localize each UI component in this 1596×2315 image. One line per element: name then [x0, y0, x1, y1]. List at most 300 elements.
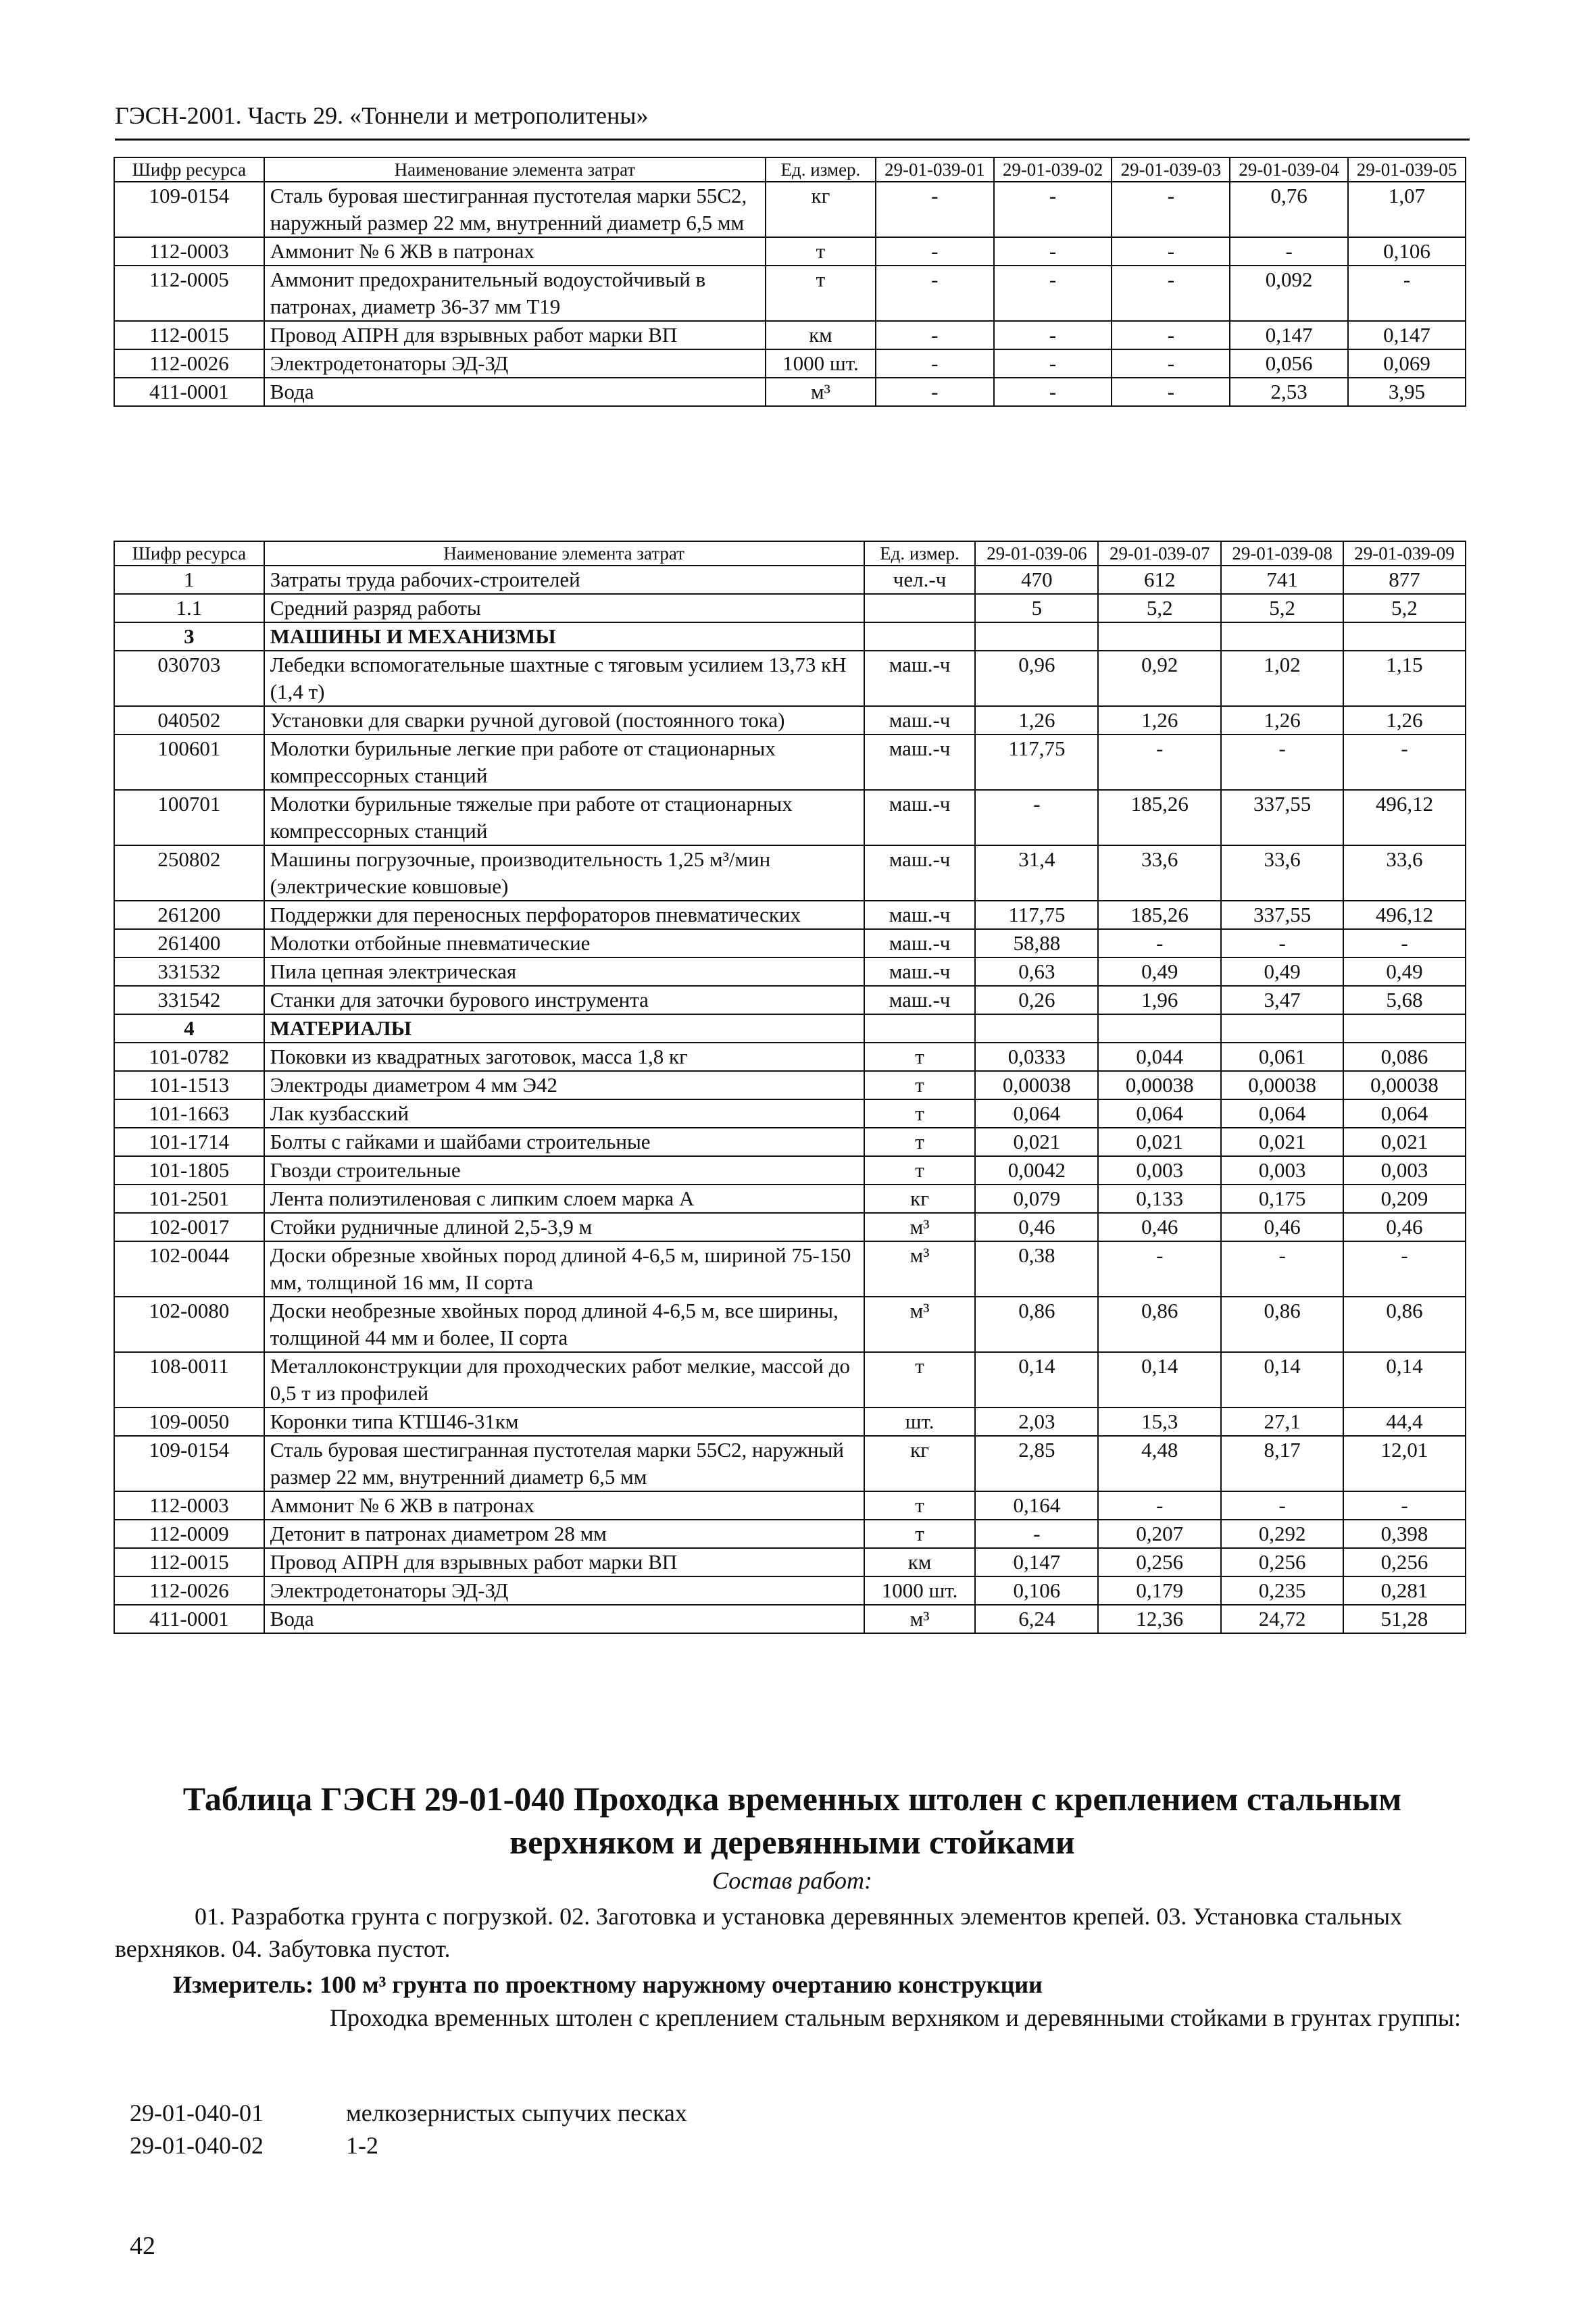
section-title: Таблица ГЭСН 29-01-040 Проходка временных штолен с креплением стальным верхняком и деревянными стойками	[182, 1780, 1402, 1861]
table-row	[114, 1576, 1466, 1605]
unit-cell: маш.-ч	[864, 901, 976, 929]
value-cell: 0,00038	[1098, 1071, 1221, 1099]
value-cell: 0,281	[1343, 1576, 1466, 1605]
value-cell: 0,179	[1098, 1576, 1221, 1605]
name-cell: Электроды диаметром 4 мм Э42	[264, 1071, 864, 1099]
unit-cell: кг	[766, 182, 876, 237]
unit-cell: 1000 шт.	[864, 1576, 976, 1605]
value-cell: -	[1221, 1491, 1343, 1520]
table-row	[114, 594, 1466, 622]
value-cell: 0,079	[975, 1185, 1098, 1213]
value-cell: 612	[1098, 566, 1221, 594]
variant-row	[130, 2099, 687, 2127]
unit-cell: маш.-ч	[864, 957, 976, 986]
unit-cell: т	[766, 237, 876, 266]
value-cell: -	[876, 182, 994, 237]
value-cell: -	[994, 378, 1112, 406]
variant-text: 1-2	[346, 2132, 378, 2159]
col-header: 29-01-039-06	[975, 541, 1098, 566]
value-cell	[1221, 1014, 1343, 1043]
unit-cell: кг	[864, 1185, 976, 1213]
unit-cell	[864, 1014, 976, 1043]
table-row	[114, 349, 1466, 378]
unit-cell: маш.-ч	[864, 986, 976, 1014]
resource-code-cell: 261400	[114, 929, 264, 957]
value-cell: -	[994, 349, 1112, 378]
value-cell: 1,96	[1098, 986, 1221, 1014]
name-cell: Молотки отбойные пневматические	[264, 929, 864, 957]
value-cell: 741	[1221, 566, 1343, 594]
value-cell: 0,235	[1221, 1576, 1343, 1605]
unit-cell: т	[864, 1099, 976, 1128]
value-cell: -	[1343, 929, 1466, 957]
resource-code-cell: 1	[114, 566, 264, 594]
unit-cell: маш.-ч	[864, 651, 976, 706]
value-cell	[1343, 1014, 1466, 1043]
table-row	[114, 182, 1466, 237]
resource-code-cell: 331542	[114, 986, 264, 1014]
table-row	[114, 957, 1466, 986]
name-cell: Аммонит предохранительный водоустойчивый в патронах, диаметр 36-37 мм Т19	[264, 266, 766, 321]
name-cell: Детонит в патронах диаметром 28 мм	[264, 1520, 864, 1548]
table-row	[114, 1156, 1466, 1185]
unit-cell: м³	[864, 1297, 976, 1352]
value-cell: 5	[975, 594, 1098, 622]
col-header: 29-01-039-07	[1098, 541, 1221, 566]
resource-code-cell: 411-0001	[114, 1605, 264, 1633]
value-cell: -	[994, 266, 1112, 321]
unit-cell: м³	[766, 378, 876, 406]
name-cell: Молотки бурильные легкие при работе от стационарных компрессорных станций	[264, 735, 864, 790]
value-cell: -	[1098, 929, 1221, 957]
value-cell: 31,4	[975, 845, 1098, 901]
value-cell: 0,021	[1098, 1128, 1221, 1156]
name-cell: Доски необрезные хвойных пород длиной 4-6,5 м, все ширины, толщиной 44 мм и более, II сорта	[264, 1297, 864, 1352]
value-cell: 0,92	[1098, 651, 1221, 706]
unit-cell: т	[864, 1520, 976, 1548]
value-cell: 0,207	[1098, 1520, 1221, 1548]
running-header: ГЭСН-2001. Часть 29. «Тоннели и метрополитены»	[115, 102, 649, 129]
name-cell: Аммонит № 6 ЖВ в патронах	[264, 1491, 864, 1520]
resource-code-cell: 3	[114, 622, 264, 651]
unit-cell: м³	[864, 1241, 976, 1297]
name-cell: Поддержки для переносных перфораторов пневматических	[264, 901, 864, 929]
value-cell: 0,256	[1221, 1548, 1343, 1576]
unit-cell: т	[864, 1043, 976, 1071]
value-cell: 5,68	[1343, 986, 1466, 1014]
value-cell	[1221, 622, 1343, 651]
resource-code-cell: 109-0154	[114, 182, 264, 237]
resource-code-cell: 102-0080	[114, 1297, 264, 1352]
unit-cell: м³	[864, 1213, 976, 1241]
value-cell: 12,36	[1098, 1605, 1221, 1633]
value-cell: 0,056	[1230, 349, 1348, 378]
name-cell: Сталь буровая шестигранная пустотелая марки 55С2, наружный размер 22 мм, внутренний диаметр 6,5 мм	[264, 1436, 864, 1491]
value-cell: 12,01	[1343, 1436, 1466, 1491]
value-cell: -	[994, 182, 1112, 237]
value-cell: 0,133	[1098, 1185, 1221, 1213]
table-row	[114, 1099, 1466, 1128]
name-cell: Болты с гайками и шайбами строительные	[264, 1128, 864, 1156]
table-row	[114, 1128, 1466, 1156]
resource-code-cell: 250802	[114, 845, 264, 901]
resource-code-cell: 112-0026	[114, 1576, 264, 1605]
table-row	[114, 1014, 1466, 1043]
value-cell: 185,26	[1098, 790, 1221, 845]
value-cell: 0,064	[975, 1099, 1098, 1128]
table-row	[114, 1491, 1466, 1520]
value-cell: 0,76	[1230, 182, 1348, 237]
value-cell: -	[1112, 182, 1230, 237]
name-cell: МАТЕРИАЛЫ	[264, 1014, 864, 1043]
value-cell: 0,46	[1098, 1213, 1221, 1241]
page-number: 42	[130, 2232, 155, 2260]
name-cell: Провод АПРН для взрывных работ марки ВП	[264, 321, 766, 349]
value-cell: 0,49	[1343, 957, 1466, 986]
resource-code-cell: 030703	[114, 651, 264, 706]
variant-text: мелкозернистых сыпучих песках	[346, 2099, 687, 2126]
unit-cell: т	[864, 1156, 976, 1185]
value-cell: 0,069	[1348, 349, 1466, 378]
value-cell: 0,86	[1343, 1297, 1466, 1352]
value-cell: 185,26	[1098, 901, 1221, 929]
value-cell: 0,14	[1221, 1352, 1343, 1408]
table-row	[114, 1241, 1466, 1297]
unit-cell: маш.-ч	[864, 735, 976, 790]
value-cell: 5,2	[1343, 594, 1466, 622]
value-cell: 0,256	[1343, 1548, 1466, 1576]
value-cell: -	[1221, 735, 1343, 790]
table-row	[114, 1352, 1466, 1408]
value-cell: 5,2	[1098, 594, 1221, 622]
name-cell: Электродетонаторы ЭД-ЗД	[264, 1576, 864, 1605]
name-cell: Лак кузбасский	[264, 1099, 864, 1128]
unit-cell: км	[864, 1548, 976, 1576]
unit-cell: м³	[864, 1605, 976, 1633]
table-row	[114, 1213, 1466, 1241]
value-cell: 33,6	[1343, 845, 1466, 901]
value-cell: 0,106	[1348, 237, 1466, 266]
unit-cell: т	[864, 1071, 976, 1099]
value-cell: 0,0042	[975, 1156, 1098, 1185]
name-cell: Машины погрузочные, производительность 1,25 м³/мин (электрические ковшовые)	[264, 845, 864, 901]
table-row	[114, 986, 1466, 1014]
value-cell: -	[876, 378, 994, 406]
value-cell: 0,086	[1343, 1043, 1466, 1071]
value-cell: 2,53	[1230, 378, 1348, 406]
unit-cell: маш.-ч	[864, 845, 976, 901]
value-cell: -	[876, 349, 994, 378]
unit-cell: т	[766, 266, 876, 321]
value-cell: 0,064	[1098, 1099, 1221, 1128]
name-cell: Электродетонаторы ЭД-ЗД	[264, 349, 766, 378]
value-cell: 4,48	[1098, 1436, 1221, 1491]
value-cell: 0,003	[1098, 1156, 1221, 1185]
value-cell: -	[1348, 266, 1466, 321]
description: Проходка временных штолен с креплением стальным верхняком и деревянными стойками в грунтах группы:	[330, 2004, 1462, 2031]
value-cell: 0,292	[1221, 1520, 1343, 1548]
value-cell: 0,00038	[975, 1071, 1098, 1099]
value-cell: 496,12	[1343, 790, 1466, 845]
table-header-row	[114, 157, 1466, 182]
value-cell: 0,064	[1221, 1099, 1343, 1128]
unit-cell: чел.-ч	[864, 566, 976, 594]
resource-code-cell: 112-0015	[114, 321, 264, 349]
unit-cell: 1000 шт.	[766, 349, 876, 378]
value-cell: 0,00038	[1221, 1071, 1343, 1099]
unit-cell: маш.-ч	[864, 929, 976, 957]
name-cell: МАШИНЫ И МЕХАНИЗМЫ	[264, 622, 864, 651]
value-cell: 0,38	[975, 1241, 1098, 1297]
unit-cell: т	[864, 1352, 976, 1408]
name-cell: Затраты труда рабочих-строителей	[264, 566, 864, 594]
value-cell: 44,4	[1343, 1408, 1466, 1436]
resource-code-cell: 101-1513	[114, 1071, 264, 1099]
unit-cell: т	[864, 1128, 976, 1156]
table-row	[114, 566, 1466, 594]
resource-code-cell: 1.1	[114, 594, 264, 622]
name-cell: Молотки бурильные тяжелые при работе от стационарных компрессорных станций	[264, 790, 864, 845]
value-cell	[975, 622, 1098, 651]
name-cell: Провод АПРН для взрывных работ марки ВП	[264, 1548, 864, 1576]
resource-code-cell: 109-0050	[114, 1408, 264, 1436]
value-cell: 496,12	[1343, 901, 1466, 929]
col-header: Ед. измер.	[766, 157, 876, 182]
unit-cell: т	[864, 1491, 976, 1520]
unit-cell: маш.-ч	[864, 790, 976, 845]
table-row	[114, 237, 1466, 266]
table-row	[114, 901, 1466, 929]
resource-code-cell: 100701	[114, 790, 264, 845]
table-row	[114, 1297, 1466, 1352]
resource-code-cell: 112-0026	[114, 349, 264, 378]
value-cell: 3,47	[1221, 986, 1343, 1014]
resource-table-1	[114, 157, 1466, 407]
value-cell: -	[1098, 735, 1221, 790]
variant-code: 29-01-040-02	[130, 2132, 264, 2159]
col-header: 29-01-039-08	[1221, 541, 1343, 566]
unit-cell	[864, 622, 976, 651]
value-cell: -	[1343, 1491, 1466, 1520]
value-cell: 0,86	[1098, 1297, 1221, 1352]
value-cell: 1,26	[1221, 706, 1343, 735]
value-cell: -	[994, 321, 1112, 349]
name-cell: Пила цепная электрическая	[264, 957, 864, 986]
value-cell: 0,209	[1343, 1185, 1466, 1213]
value-cell: 0,106	[975, 1576, 1098, 1605]
table-row	[114, 790, 1466, 845]
value-cell: 15,3	[1098, 1408, 1221, 1436]
value-cell: 0,46	[1221, 1213, 1343, 1241]
value-cell	[975, 1014, 1098, 1043]
table-header-row	[114, 541, 1466, 566]
name-cell: Гвозди строительные	[264, 1156, 864, 1185]
name-cell: Установки для сварки ручной дуговой (постоянного тока)	[264, 706, 864, 735]
value-cell: 8,17	[1221, 1436, 1343, 1491]
col-header: 29-01-039-09	[1343, 541, 1466, 566]
value-cell: -	[1112, 378, 1230, 406]
value-cell: -	[1112, 349, 1230, 378]
resource-code-cell: 101-1805	[114, 1156, 264, 1185]
value-cell: 0,147	[1348, 321, 1466, 349]
value-cell	[1098, 1014, 1221, 1043]
name-cell: Сталь буровая шестигранная пустотелая марки 55С2, наружный размер 22 мм, внутренний диаметр 6,5 мм	[264, 182, 766, 237]
name-cell: Вода	[264, 1605, 864, 1633]
name-cell: Станки для заточки бурового инструмента	[264, 986, 864, 1014]
col-header: Наименование элемента затрат	[264, 541, 864, 566]
value-cell: 0,003	[1221, 1156, 1343, 1185]
value-cell: -	[1221, 929, 1343, 957]
resource-code-cell: 100601	[114, 735, 264, 790]
value-cell: 24,72	[1221, 1605, 1343, 1633]
name-cell: Стойки рудничные длиной 2,5-3,9 м	[264, 1213, 864, 1241]
value-cell: -	[876, 266, 994, 321]
value-cell: 27,1	[1221, 1408, 1343, 1436]
value-cell: 0,46	[975, 1213, 1098, 1241]
table-row	[114, 651, 1466, 706]
value-cell: 51,28	[1343, 1605, 1466, 1633]
table-row	[114, 321, 1466, 349]
value-cell: 0,021	[1343, 1128, 1466, 1156]
value-cell: 0,86	[975, 1297, 1098, 1352]
value-cell: 0,14	[975, 1352, 1098, 1408]
col-header: Наименование элемента затрат	[264, 157, 766, 182]
value-cell: 5,2	[1221, 594, 1343, 622]
value-cell: 1,26	[975, 706, 1098, 735]
value-cell: 0,064	[1343, 1099, 1466, 1128]
value-cell: 2,85	[975, 1436, 1098, 1491]
unit-cell: км	[766, 321, 876, 349]
table-row	[114, 1185, 1466, 1213]
table-row	[114, 929, 1466, 957]
value-cell: 0,061	[1221, 1043, 1343, 1071]
value-cell: 337,55	[1221, 901, 1343, 929]
col-header: Ед. измер.	[864, 541, 976, 566]
value-cell: 337,55	[1221, 790, 1343, 845]
value-cell: 0,26	[975, 986, 1098, 1014]
variant-row	[130, 2131, 378, 2160]
name-cell: Поковки из квадратных заготовок, масса 1,8 кг	[264, 1043, 864, 1071]
resource-table-2	[114, 541, 1466, 1634]
table-row	[114, 845, 1466, 901]
value-cell: 1,07	[1348, 182, 1466, 237]
value-cell: 0,003	[1343, 1156, 1466, 1185]
unit-cell: кг	[864, 1436, 976, 1491]
value-cell: 0,021	[975, 1128, 1098, 1156]
table-row	[114, 622, 1466, 651]
resource-code-cell: 331532	[114, 957, 264, 986]
resource-code-cell: 040502	[114, 706, 264, 735]
col-header: Шифр ресурса	[114, 541, 264, 566]
value-cell: 0,14	[1098, 1352, 1221, 1408]
resource-code-cell: 102-0044	[114, 1241, 264, 1297]
value-cell: 117,75	[975, 901, 1098, 929]
unit-cell: маш.-ч	[864, 706, 976, 735]
resource-code-cell: 411-0001	[114, 378, 264, 406]
table-row	[114, 378, 1466, 406]
value-cell: -	[1112, 321, 1230, 349]
name-cell: Средний разряд работы	[264, 594, 864, 622]
value-cell: 0,0333	[975, 1043, 1098, 1071]
value-cell: -	[1343, 735, 1466, 790]
resource-code-cell: 112-0005	[114, 266, 264, 321]
value-cell: 0,398	[1343, 1520, 1466, 1548]
value-cell: 0,256	[1098, 1548, 1221, 1576]
value-cell: 0,49	[1098, 957, 1221, 986]
value-cell: -	[1230, 237, 1348, 266]
value-cell: 0,175	[1221, 1185, 1343, 1213]
col-header: 29-01-039-04	[1230, 157, 1348, 182]
value-cell: 1,26	[1343, 706, 1466, 735]
resource-code-cell: 112-0003	[114, 237, 264, 266]
value-cell: 6,24	[975, 1605, 1098, 1633]
value-cell: 0,164	[975, 1491, 1098, 1520]
value-cell: 3,95	[1348, 378, 1466, 406]
value-cell: -	[1098, 1241, 1221, 1297]
value-cell: 2,03	[975, 1408, 1098, 1436]
value-cell: -	[1112, 266, 1230, 321]
value-cell: -	[1221, 1241, 1343, 1297]
resource-code-cell: 112-0009	[114, 1520, 264, 1548]
works-text: 01. Разработка грунта с погрузкой. 02. Заготовка и установка деревянных элементов крепей. 03. Установка стальных верхняков. 04. Забутовка пустот.	[115, 1903, 1403, 1962]
table-row	[114, 1605, 1466, 1633]
name-cell: Коронки типа КТШ46-31км	[264, 1408, 864, 1436]
resource-code-cell: 108-0011	[114, 1352, 264, 1408]
value-cell: 0,86	[1221, 1297, 1343, 1352]
col-header: Шифр ресурса	[114, 157, 264, 182]
value-cell: 33,6	[1098, 845, 1221, 901]
table-row	[114, 1071, 1466, 1099]
value-cell: 1,15	[1343, 651, 1466, 706]
resource-code-cell: 101-0782	[114, 1043, 264, 1071]
value-cell	[1343, 622, 1466, 651]
unit-cell: шт.	[864, 1408, 976, 1436]
name-cell: Аммонит № 6 ЖВ в патронах	[264, 237, 766, 266]
resource-code-cell: 112-0003	[114, 1491, 264, 1520]
value-cell: -	[994, 237, 1112, 266]
works-heading: Состав работ:	[712, 1867, 872, 1894]
value-cell: 0,147	[1230, 321, 1348, 349]
value-cell	[1098, 622, 1221, 651]
table-row	[114, 1548, 1466, 1576]
value-cell: 0,021	[1221, 1128, 1343, 1156]
value-cell: 0,00038	[1343, 1071, 1466, 1099]
value-cell: 1,26	[1098, 706, 1221, 735]
value-cell: -	[1112, 237, 1230, 266]
col-header: 29-01-039-03	[1112, 157, 1230, 182]
resource-code-cell: 261200	[114, 901, 264, 929]
resource-code-cell: 112-0015	[114, 1548, 264, 1576]
value-cell: -	[975, 1520, 1098, 1548]
value-cell: 877	[1343, 566, 1466, 594]
name-cell: Лента полиэтиленовая с липким слоем марка А	[264, 1185, 864, 1213]
value-cell: 0,49	[1221, 957, 1343, 986]
name-cell: Лебедки вспомогательные шахтные с тяговым усилием 13,73 кН (1,4 т)	[264, 651, 864, 706]
col-header: 29-01-039-01	[876, 157, 994, 182]
resource-code-cell: 102-0017	[114, 1213, 264, 1241]
value-cell: 117,75	[975, 735, 1098, 790]
value-cell: -	[1343, 1241, 1466, 1297]
variant-code: 29-01-040-01	[130, 2099, 264, 2126]
value-cell: 1,02	[1221, 651, 1343, 706]
resource-code-cell: 101-2501	[114, 1185, 264, 1213]
value-cell: 0,147	[975, 1548, 1098, 1576]
resource-code-cell: 101-1663	[114, 1099, 264, 1128]
table-row	[114, 706, 1466, 735]
value-cell: -	[876, 237, 994, 266]
name-cell: Доски обрезные хвойных пород длиной 4-6,5 м, шириной 75-150 мм, толщиной 16 мм, II сорта	[264, 1241, 864, 1297]
header-rule	[115, 139, 1470, 141]
